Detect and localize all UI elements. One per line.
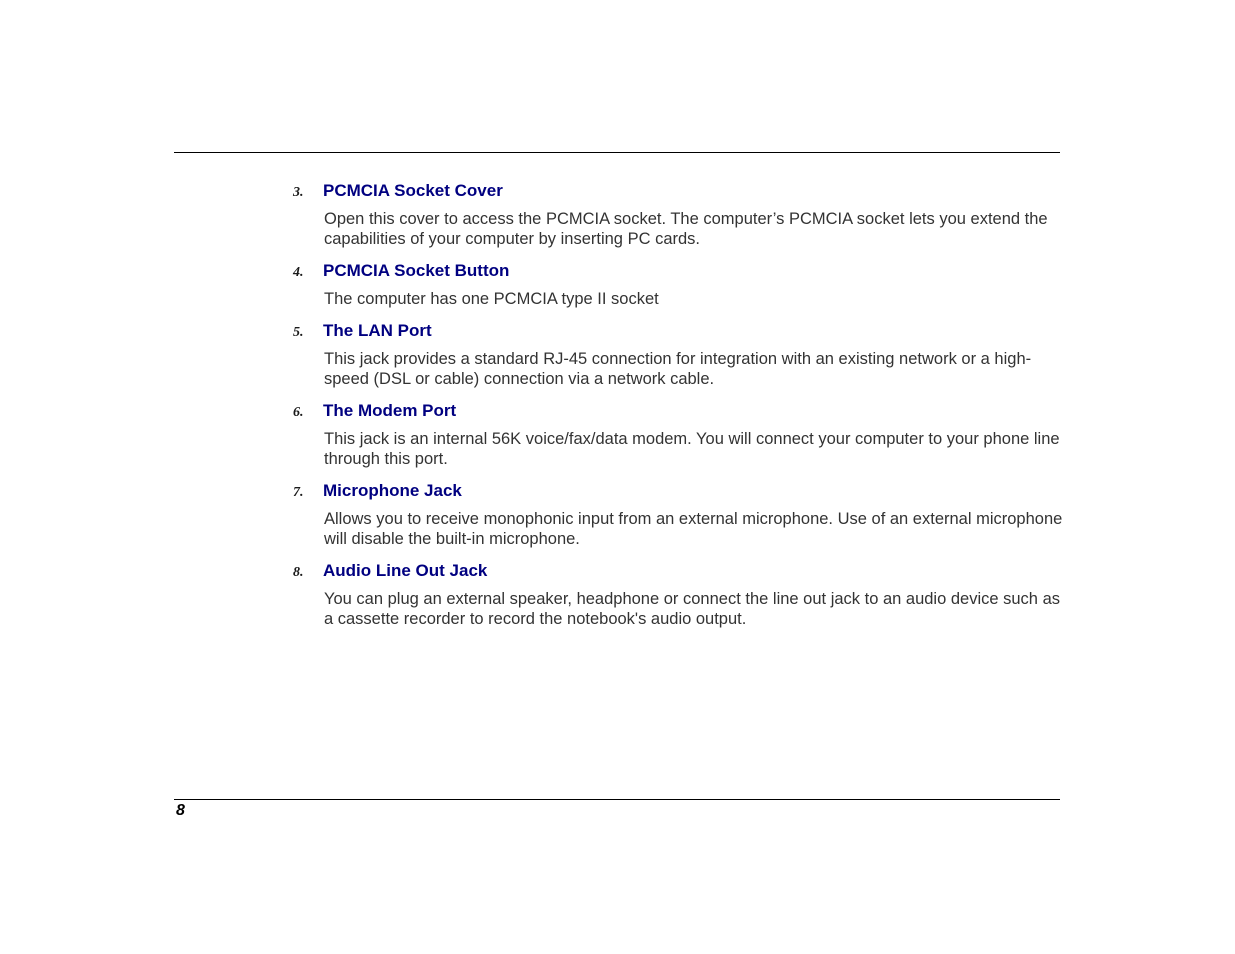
item-title: Microphone Jack (323, 481, 462, 500)
item-heading (293, 261, 1063, 283)
list-item (293, 401, 1063, 469)
document-body (293, 181, 1063, 641)
list-item (293, 321, 1063, 389)
item-description: The computer has one PCMCIA type II socket (324, 290, 659, 308)
item-heading (293, 561, 1063, 583)
item-number: 5. (293, 325, 304, 340)
item-title: The LAN Port (323, 321, 432, 340)
item-number: 6. (293, 405, 304, 420)
list-item (293, 181, 1063, 249)
item-description: This jack is an internal 56K voice/fax/data modem. You will connect your computer to your phone line through this port. (324, 430, 1060, 468)
item-description: Allows you to receive monophonic input from an external microphone. Use of an external microphone will disable the built-in microphone. (324, 510, 1063, 548)
item-number: 4. (293, 265, 304, 280)
item-heading (293, 401, 1063, 423)
item-heading (293, 481, 1063, 503)
item-title: The Modem Port (323, 401, 457, 420)
item-description: You can plug an external speaker, headphone or connect the line out jack to an audio device such as a cassette recorder to record the notebook's audio output. (324, 590, 1060, 628)
item-description: Open this cover to access the PCMCIA socket. The computer’s PCMCIA socket lets you extend the capabilities of your computer by inserting PC cards. (324, 210, 1048, 248)
list-item (293, 481, 1063, 549)
item-number: 8. (293, 565, 304, 580)
item-heading (293, 181, 1063, 203)
item-description: This jack provides a standard RJ-45 connection for integration with an existing network or a high-speed (DSL or cable) connection via a network cable. (324, 350, 1032, 388)
header-rule (174, 152, 1060, 153)
item-number: 3. (293, 185, 304, 200)
item-heading (293, 321, 1063, 343)
item-title: Audio Line Out Jack (323, 561, 488, 580)
page-number: 8 (176, 802, 185, 819)
footer-rule (174, 799, 1060, 800)
item-title: PCMCIA Socket Button (323, 261, 510, 280)
list-item (293, 561, 1063, 629)
item-title: PCMCIA Socket Cover (323, 181, 503, 200)
list-item (293, 261, 1063, 309)
item-number: 7. (293, 485, 304, 500)
